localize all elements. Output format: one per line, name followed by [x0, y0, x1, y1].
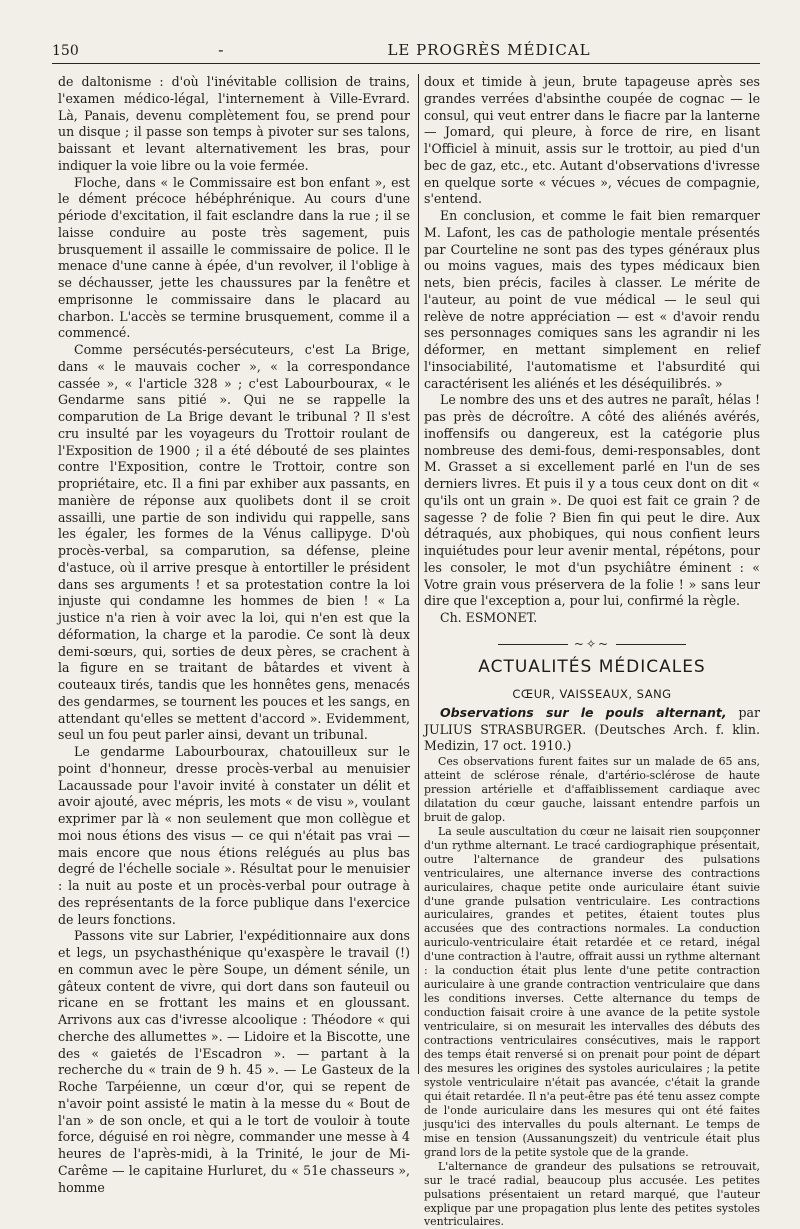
left-paragraph-2: Floche, dans « le Commissaire est bon enfant », est le dément précoce hébéphrénique. Au cours d'une période d'excitation, il fait esclandre dans la rue ; il se laisse conduire au poste très sagement, puis brusquement il assaille le commissaire de police. Il le menace d'une canne à épée, d'un revolver, il l'oblige à se déchausser, jette les chaussures par la fenêtre et emprisonne le commissaire dans le placard au charbon. L'accès se termine brusquement, comme il a commencé.: [58, 174, 410, 341]
divider-ornament-icon: ~✧~: [573, 636, 611, 651]
header-separator: -: [218, 40, 224, 59]
left-paragraph-3: Comme persécutés-persécuteurs, c'est La Brige, dans « le mauvais cocher », « la correspondance cassée », « l'article 328 » ; c'est Labourbourax, « le Gendarme sans pitié ». Qui ne se rappelle la comparution de La Brige devant le tribunal ? Il s'est cru insulté par les voyageurs du Trottoir roulant de l'Exposition de 1900 ; il a été débouté de ses plaintes contre l'Exposition, contre le Trottoir, contre son propriétaire, etc. Il a fini par exhiber aux passants, en manière de réponse aux quolibets dont il se croit assailli, une partie de son individu qui rappelle, sans les égaler, les formes de la Vénus callipyge. D'où procès-verbal, sa comparution, sa défense, pleine d'astuce, où il arrive presque à entortiller le président dans ses arguments ! et sa protestation contre la loi injuste qui condamne les hommes de bien ! « La justice n'a rien à voir avec la loi, qui n'en est que la déformation, la charge et la parodie. Ce sont là deux demi-sœurs, qui, sorties de deux pères, se crachent à la figure en se traitant de bâtardes et vivent à couteaux tirés, tandis que les honnêtes gens, menacés des gendarmes, se tournent les pouces et les sangs, en attendant qu'elles se mettent d'accord ». Evidemment, seul un fou peut parler ainsi, devant un tribunal.: [58, 342, 410, 743]
page-header: [52, 38, 760, 64]
left-paragraph-4: Le gendarme Labourbourax, chatouilleux sur le point d'honneur, dresse procès-verbal au menuisier Lacaussade pour l'avoir invité à constater un délit et avoir ajouté, avec mépris, les mots « de visu », voulant exprimer par là « non seulement que mon collègue et moi nous étions des visus — ce qui n'était pas vrai — mais encore que nous étions relégués au plus bas degré de l'échelle sociale ». Résultat pour le menuisier : la nuit au poste et un procès-verbal pour outrage à des représentants de la force publique dans l'exercice de leurs fonctions.: [58, 744, 410, 927]
left-paragraph-5: Passons vite sur Labrier, l'expéditionnaire aux dons et legs, un psychasthénique qu'exaspère le travail (!) en commun avec le père Soupe, un dément sénile, un gâteux content de vivre, qui dort dans son fauteuil ou ricane en se frottant les mains et en gloussant. Arrivons aux cas d'ivresse alcoolique : Théodore « qui cherche des allumettes ». — Lidoire et la Biscotte, une des « gaietés de l'Escadron ». — partant à la recherche du « train de 9 h. 45 ». — Le Gasteux de la Roche Tarpéienne, un cœur d'or, qui se repent de n'avoir point assisté le matin à la messe du « Bout de l'an » de son oncle, et qui a le tort de vouloir à toute force, déguisé en roi nègre, commander une messe à 4 heures de l'après-midi, à la Trinité, le jour de Mi-Carême — le capitaine Hurluret, du « 51e chasseurs », homme: [58, 928, 410, 1195]
author-signature: Ch. ESMONET.: [440, 610, 538, 625]
left-paragraph-1: de daltonisme : d'où l'inévitable collision de trains, l'examen médico-légal, l'internement à Ville-Evrard. Là, Panais, devenu complètement fou, se prend pour un disque ; il passe son temps à pivoter sur ses talons, baissant et levant alternativement les bras, pour indiquer la voie libre ou la voie fermée.: [58, 74, 410, 173]
article-title: Observations sur le pouls alternant,: [440, 704, 727, 720]
article-byline: par JULIUS STRASBURGER. (Deutsches Arch. f. klin. Medizin, 17 oct. 1910.): [424, 704, 760, 754]
divider-line-left: [498, 644, 568, 645]
article-paragraph-1: Ces observations furent faites sur un malade de 65 ans, atteint de sclérose rénale, d'artério-sclérose de haute pression artérielle et d'affaiblissement cardiaque avec dilatation du cœur gauche, laissant entendre parfois un bruit de galop.: [424, 755, 760, 824]
divider-line-right: [616, 644, 686, 645]
section-title: ACTUALITÉS MÉDICALES: [478, 656, 706, 677]
article-paragraph-2: La seule auscultation du cœur ne laisait rien soupçonner d'un rythme alternant. Le tracé cardiographique présentait, outre l'alternance de grandeur des pulsations ventriculaires, une alternance inverse des contractions auriculaires, chaque petite onde auriculaire étant suivie d'une grande pulsation ventriculaire. Les contractions auriculaires, grandes et petites, étaient toutes plus accusées que des contractions normales. La conduction auriculo-ventriculaire était retardée et ce retard, inégal d'une contraction à l'autre, offrait aussi un rythme alternant : la conduction était plus lente d'une petite contraction auriculaire à une grande contraction ventriculaire que dans les conditions inverses. Cette alternance du temps de conduction faisait croire à une avance de la petite systole ventriculaire, si on mesurait les intervalles des débuts des contractions ventriculaires consécutives, mais le rapport des temps était renversé si on prenait pour point de départ des mesures les origines des systoles auriculaires ; la petite systole ventriculaire n'était pas avancée, c'était la grande qui était retardée. Il n'a peut-être pas été tenu assez compte de l'onde auriculaire dans les mesures qui ont été faites jusqu'ici des intervalles du pouls alternant. Le temps de mise en tension (Aussanungszeit) du ventricule était plus grand lors de la petite systole que de la grande.: [424, 824, 760, 1159]
journal-title: LE PROGRÈS MÉDICAL: [387, 41, 591, 59]
right-paragraph-2: En conclusion, et comme le fait bien remarquer M. Lafont, les cas de pathologie mentale présentés par Courteline ne sont pas des types généraux plus ou moins vagues, mais des types médicaux bien nets, bien précis, faciles à classer. Le mérite de l'auteur, au point de vue médical — le seul qui relève de notre appréciation — est « d'avoir rendu ses personnages comiques sans les agrandir ni les déformer, en mettant simplement en relief l'insociabilité, l'automatisme et l'absurdité qui caractérisent les aliénés et les déséquilibrés. »: [424, 208, 760, 391]
subsection-title: CŒUR, VAISSEAUX, SANG: [512, 686, 672, 701]
left-column: [58, 74, 419, 1195]
right-paragraph-1: doux et timide à jeun, brute tapageuse après ses grandes verrées d'absinthe coupée de cognac — le consul, qui veut entrer dans le fiacre par la lanterne — Jomard, qui pleure, à force de rire, en lisant l'Officiel à minuit, assis sur le trottoir, au pied d'un bec de gaz, etc., etc. Autant d'observations d'ivresse en quelque sorte « vécues », vécues de compagnie, s'entend.: [424, 74, 760, 207]
ornamental-divider: [424, 637, 760, 651]
right-column: [424, 74, 760, 1229]
article-heading: [424, 705, 760, 755]
article-body: [424, 755, 760, 1229]
right-paragraph-3: Le nombre des uns et des autres ne paraît, hélas ! pas près de décroître. A côté des aliénés avérés, inoffensifs ou dangereux, est la catégorie plus nombreuse des demi-fous, demi-responsables, dont M. Grasset a si excellement parlé en l'un de ses derniers livres. Et puis il y a tous ceux dont on dit « qu'ils ont un grain ». De quoi est fait ce grain ? de sagesse ? de folie ? Bien fin qui peut le dire. Aux détraqués, aux phobiques, qui nous confient leurs inquiétudes pour leur avenir mental, répétons, pour les consoler, le mot d'un psychiâtre éminent : « Votre grain vous préservera de la folie ! » sans leur dire que l'exception a, pour lui, confirmé la règle.: [424, 392, 760, 609]
article-paragraph-3: L'alternance de grandeur des pulsations se retrouvait, sur le tracé radial, beaucoup plus accusée. Les petites pulsations présentaient un retard marqué, que l'auteur explique par une propagation plus lente des petites systoles ventriculaires.: [424, 1159, 760, 1229]
page-number: 150: [52, 43, 79, 59]
